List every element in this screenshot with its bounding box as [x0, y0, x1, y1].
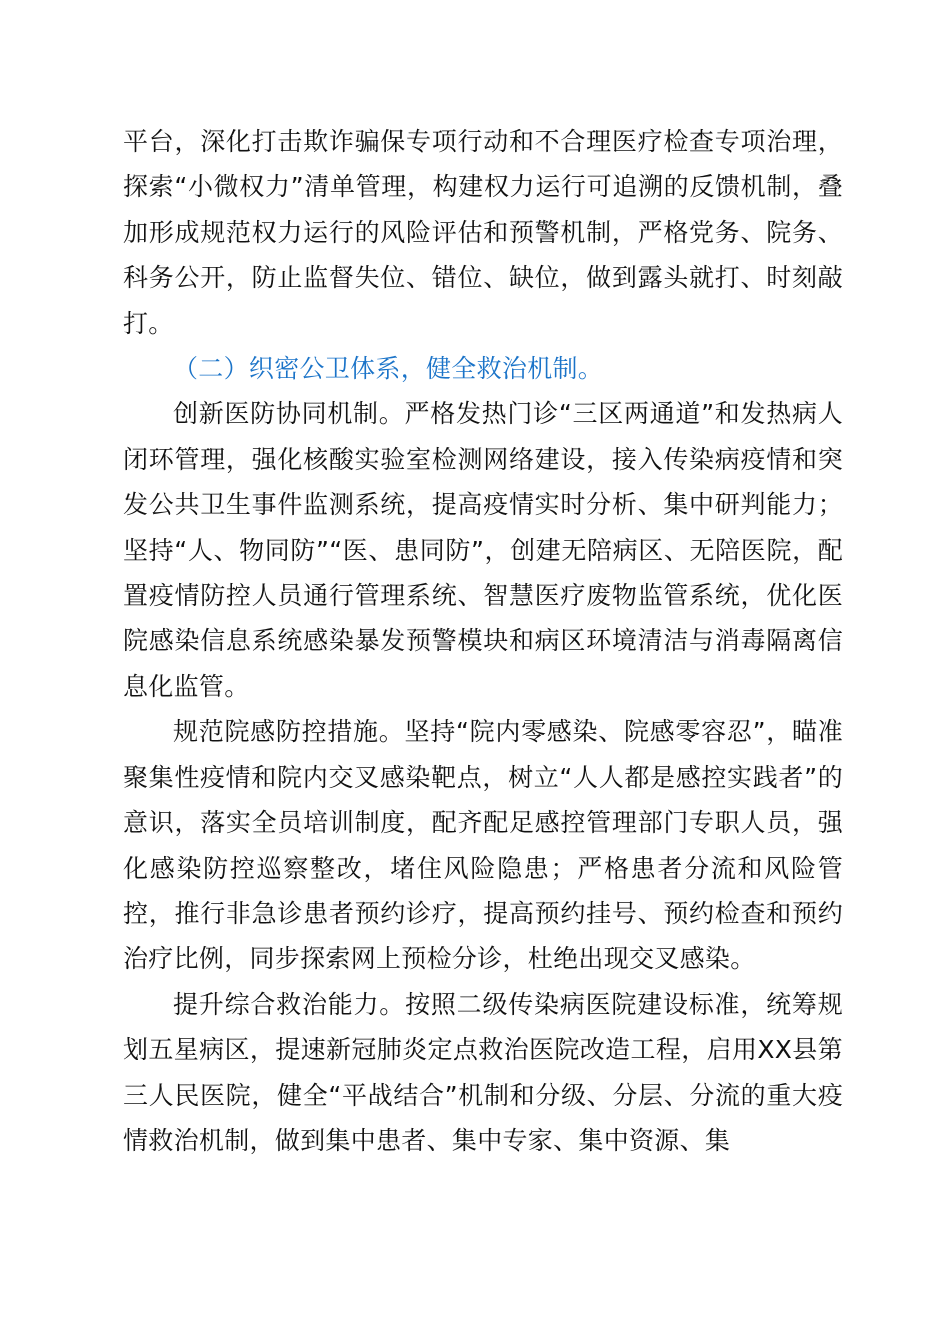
section-heading: （二）织密公卫体系，健全救治机制。	[173, 354, 604, 384]
paragraph-infection-control: 规范院感防控措施。坚持“院内零感染、院感零容忍”，瞄准聚集性疫情和院内交叉感染靶点，树立“人人都是感控实践者”的意识，落实全员培训制度，配齐配足感控管理部门专职人员，强化感染防控巡察整改，堵住风险隐患；严格患者分流和风险管控，推行非急诊患者预约诊疗，提高预约挂号、预约检查和预约治疗比例，同步探索网上预检分诊，杜绝出现交叉感染。	[123, 717, 843, 974]
paragraph-continuation: 平台，深化打击欺诈骗保专项行动和不合理医疗检查专项治理，探索“小微权力”清单管理，构建权力运行可追溯的反馈机制，叠加形成规范权力运行的风险评估和预警机制，严格党务、院务、科务公开，防止监督失位、错位、缺位，做到露头就打、时刻敲打。	[123, 127, 843, 338]
paragraph-medical-prevention: 创新医防协同机制。严格发热门诊“三区两通道”和发热病人闭环管理，强化核酸实验室检测网络建设，接入传染病疫情和突发公共卫生事件监测系统，提高疫情实时分析、集中研判能力；坚持“人、物同防”“医、患同防”，创建无陪病区、无陪医院，配置疫情防控人员通行管理系统、智慧医疗废物监管系统，优化医院感染信息系统感染暴发预警模块和病区环境清洁与消毒隔离信息化监管。	[123, 399, 843, 701]
paragraph-treatment-capacity: 提升综合救治能力。按照二级传染病医院建设标准，统筹规划五星病区，提速新冠肺炎定点救治医院改造工程，启用XX县第三人民医院，健全“平战结合”机制和分级、分层、分流的重大疫情救治机制，做到集中患者、集中专家、集中资源、集	[123, 989, 843, 1155]
document-body	[123, 119, 843, 1163]
